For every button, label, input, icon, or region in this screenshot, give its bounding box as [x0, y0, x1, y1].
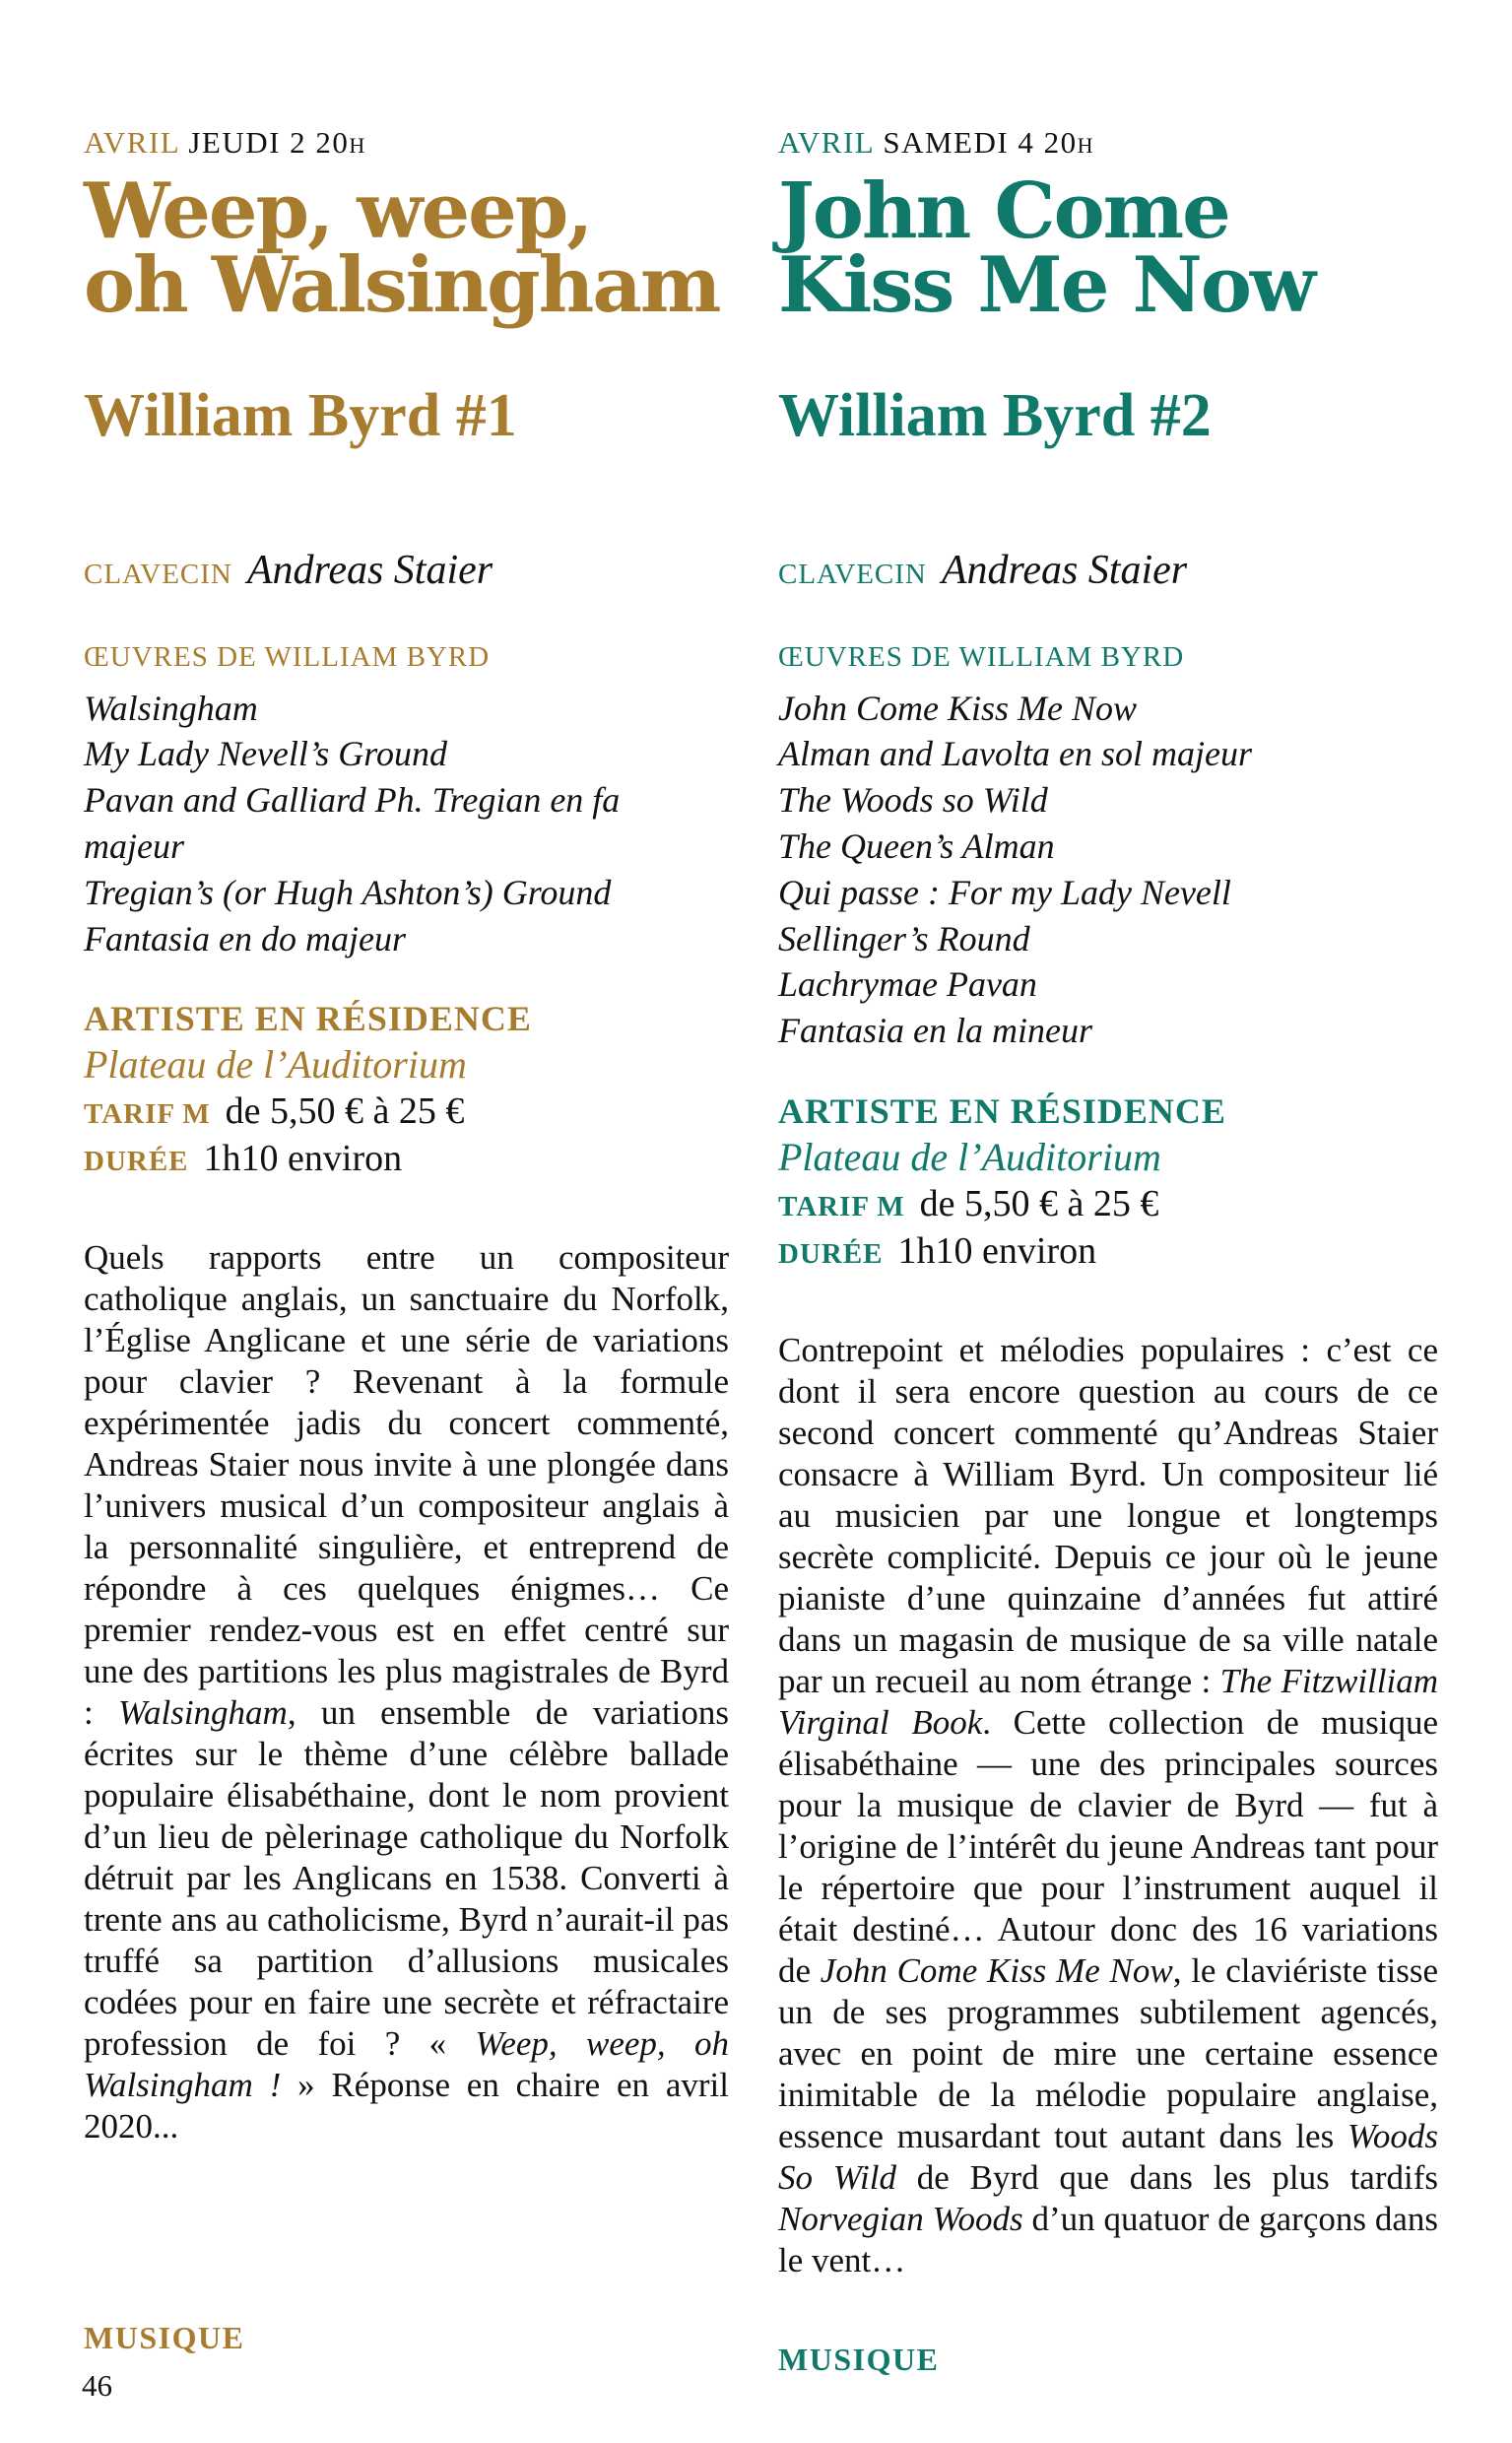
- event-description: Quels rapports entre un compositeur catholique anglais, un sanctuaire du Norfolk, l’Église Anglicane et une série de variations pour clavier ? Revenant à la formule expérimentée jadis du concert commenté, Andreas Staier nous invite à une plongée dans l’univers musical d’un compositeur anglais à la personnalité singulière, et entreprend de répondre à ces quelques énigmes… Ce premier rendez-vous est en effet centré sur une des partitions les plus magistrales de Byrd : Walsingham, un ensemble de variations écrites sur le thème d’une célèbre ballade populaire élisabéthaine, dont le nom provient d’un lieu de pèlerinage catholique du Norfolk détruit par les Anglicans en 1538. Converti à trente ans au catholicisme, Byrd n’aurait-il pas truffé sa partition d’allusions musicales codées pour en faire une secrète et réfractaire profession de foi ? « Weep, weep, oh Walsingham ! » Réponse en chaire en avril 2020...: [84, 1238, 729, 2146]
- event-kicker: [84, 126, 729, 160]
- work-item: Sellinger’s Round: [778, 918, 1030, 958]
- event-subtitle: William Byrd #1: [84, 382, 517, 450]
- credit-role-label: CLAVECIN: [84, 558, 232, 590]
- work-item: Pavan and Galliard Ph. Tregian en fa majeur: [84, 780, 621, 867]
- duration-line: [778, 1228, 1438, 1276]
- credit-line: [84, 547, 729, 594]
- duration-value: 1h10 environ: [897, 1229, 1097, 1272]
- works-header: ŒUVRES DE WILLIAM BYRD: [778, 640, 1185, 673]
- duration-label: DURÉE: [84, 1145, 189, 1177]
- event-kicker: [778, 126, 1438, 160]
- price-label: TARIF M: [778, 1191, 905, 1223]
- price-label: TARIF M: [84, 1098, 211, 1131]
- event-title: [84, 166, 729, 330]
- page-number: 46: [82, 2368, 112, 2403]
- credit-role-label: CLAVECIN: [778, 558, 927, 590]
- work-item: Tregian’s (or Hugh Ashton’s) Ground: [84, 872, 612, 912]
- work-item: John Come Kiss Me Now: [778, 688, 1137, 728]
- event-date-time: JEUDI 2 20h: [188, 125, 366, 160]
- work-item: Qui passe : For my Lady Nevell: [778, 872, 1231, 912]
- duration-value: 1h10 environ: [203, 1137, 403, 1179]
- work-item: Fantasia en la mineur: [778, 1011, 1092, 1051]
- event-title-line2: Kiss Me Now: [778, 239, 1314, 330]
- price-line: [778, 1181, 1438, 1228]
- credit-artist-name: Andreas Staier: [941, 547, 1188, 593]
- work-item: Fantasia en do majeur: [84, 918, 406, 958]
- work-item: Alman and Lavolta en sol majeur: [778, 734, 1252, 774]
- work-item: The Woods so Wild: [778, 780, 1048, 821]
- event-month: AVRIL: [84, 125, 180, 160]
- event-title-line1: John Come: [778, 166, 1229, 257]
- event-title-line2: oh Walsingham: [84, 239, 720, 330]
- work-item: Walsingham: [84, 688, 258, 728]
- duration-line: [84, 1136, 729, 1183]
- work-item: My Lady Nevell’s Ground: [84, 734, 447, 774]
- event-description: Contrepoint et mélodies populaires : c’est ce dont il sera encore question au cours de ce second concert commenté qu’Andreas Staier consacre à William Byrd. Un compositeur lié au musicien par une longue et longtemps secrète complicité. Depuis ce jour où le jeune pianiste d’une quinzaine d’années fut attiré dans un magasin de musique de sa ville natale par un recueil au nom étrange : The Fitzwilliam Virginal Book. Cette collection de musique élisabéthaine — une des principales sources pour la musique de clavier de Byrd — fut à l’origine de l’intérêt du jeune Andreas tant pour le répertoire que pour l’instrument auquel il était destiné… Autour donc des 16 variations de John Come Kiss Me Now, le claviériste tisse un de ses programmes subtilement agencés, avec en point de mire une certaine essence inimitable de la mélodie populaire anglaise, essence musardant tout autant dans les Woods So Wild de Byrd que dans les plus tardifs Norvegian Woods d’un quatuor de garçons dans le vent…: [778, 1331, 1439, 2280]
- duration-label: DURÉE: [778, 1237, 884, 1270]
- venue: Plateau de l’Auditorium: [84, 1042, 467, 1088]
- venue: Plateau de l’Auditorium: [778, 1135, 1161, 1180]
- works-list: [778, 686, 1438, 1054]
- residence-label: ARTISTE EN RÉSIDENCE: [778, 1091, 1226, 1132]
- event-subtitle: William Byrd #2: [778, 382, 1212, 450]
- event-title-line1: Weep, weep,: [84, 166, 592, 257]
- price-line: [84, 1089, 729, 1136]
- event-title: [778, 166, 1438, 330]
- price-value: de 5,50 € à 25 €: [919, 1183, 1159, 1225]
- practical-info: [84, 997, 729, 1182]
- credit-artist-name: Andreas Staier: [246, 547, 493, 593]
- price-value: de 5,50 € à 25 €: [225, 1090, 465, 1133]
- works-list: [84, 686, 729, 962]
- work-item: The Queen’s Alman: [778, 826, 1055, 867]
- event-right: [778, 125, 1439, 2378]
- practical-info: [778, 1089, 1438, 1275]
- credit-line: [778, 547, 1438, 594]
- works-header: ŒUVRES DE WILLIAM BYRD: [84, 640, 491, 673]
- category-label: MUSIQUE: [778, 2342, 940, 2378]
- residence-label: ARTISTE EN RÉSIDENCE: [84, 999, 532, 1039]
- event-date-time: SAMEDI 4 20h: [883, 125, 1095, 160]
- category-label: MUSIQUE: [84, 2320, 245, 2355]
- work-item: Lachrymae Pavan: [778, 964, 1037, 1005]
- event-month: AVRIL: [778, 125, 875, 160]
- event-left: [84, 126, 729, 2356]
